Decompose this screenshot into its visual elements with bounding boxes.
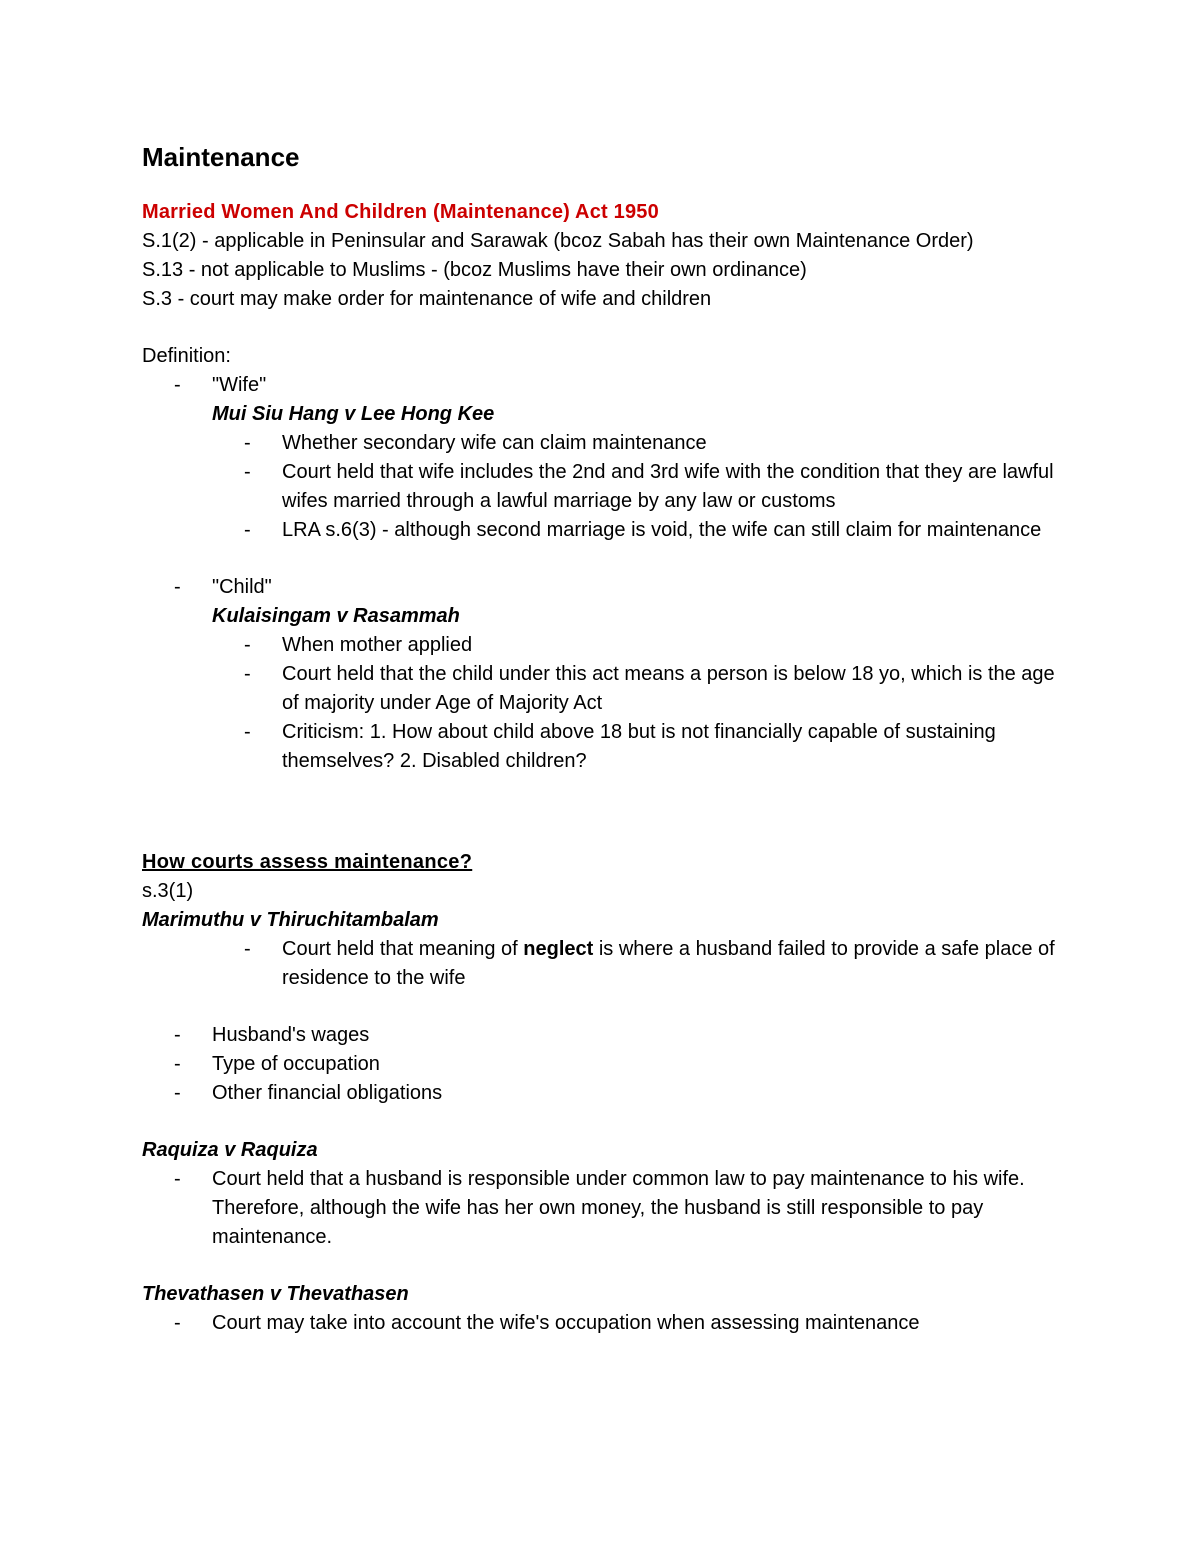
case-mui-siu-hang: Mui Siu Hang v Lee Hong Kee <box>212 403 495 425</box>
case-kulaisingam: Kulaisingam v Rasammah <box>212 605 460 627</box>
factor-item: - Husband's wages <box>174 1024 370 1046</box>
definition-term-wife: - "Wife" <box>142 371 1072 400</box>
definition-wife-list <box>142 371 1072 400</box>
child-point: - Criticism: 1. How about child above 18 but is not financially capable of sustaining themselves? 2. Disabled children? <box>244 721 996 772</box>
wife-point: - LRA s.6(3) - although second marriage is void, the wife can still claim for maintenance <box>244 519 1042 541</box>
thevathasen-point: - Court may take into account the wife's occupation when assessing maintenance <box>174 1312 920 1334</box>
act-line-s3: S.3 - court may make order for maintenance of wife and children <box>142 288 712 310</box>
act-line-s1: S.1(2) - applicable in Peninsular and Sarawak (bcoz Sabah has their own Maintenance Order) <box>142 230 974 252</box>
definition-label: Definition: <box>142 345 231 367</box>
wife-point: - Whether secondary wife can claim maintenance <box>244 432 707 454</box>
raquiza-points-list <box>142 1165 1072 1252</box>
document-page <box>142 138 1072 1338</box>
thevathasen-points-list <box>142 1309 1072 1338</box>
marimuthu-points-list <box>142 935 1072 993</box>
raquiza-point: - Court held that a husband is responsible under common law to pay maintenance to his wife. Therefore, although the wife has her own money, the husband is still responsible to pay maintenance. <box>174 1168 1025 1248</box>
child-point: - When mother applied <box>244 634 473 656</box>
assess-heading: How courts assess maintenance? <box>142 851 473 873</box>
assess-section: s.3(1) <box>142 880 194 902</box>
case-marimuthu: Marimuthu v Thiruchitambalam <box>142 909 439 931</box>
child-point: - Court held that the child under this act means a person is below 18 yo, which is the age of majority under Age of Majority Act <box>244 663 1055 714</box>
definition-child-list <box>142 573 1072 602</box>
wife-point: - Court held that wife includes the 2nd and 3rd wife with the condition that they are lawful wifes married through a lawful marriage by any law or customs <box>244 461 1054 512</box>
dash-marker: - <box>174 374 181 396</box>
child-points-list <box>142 631 1072 776</box>
factor-item: - Other financial obligations <box>174 1082 443 1104</box>
marimuthu-point: - Court held that meaning of neglect is where a husband failed to provide a safe place of residence to the wife <box>244 938 1055 989</box>
definition-term-child: - "Child" <box>174 576 272 598</box>
case-thevathasen: Thevathasen v Thevathasen <box>142 1283 409 1305</box>
act-heading: Married Women And Children (Maintenance) Act 1950 <box>142 201 659 223</box>
factor-item: - Type of occupation <box>174 1053 380 1075</box>
case-raquiza: Raquiza v Raquiza <box>142 1139 318 1161</box>
neglect-term: neglect <box>523 938 594 960</box>
wife-points-list <box>142 429 1072 545</box>
assessment-factors-list <box>142 1021 1072 1108</box>
act-line-s13: S.13 - not applicable to Muslims - (bcoz Muslims have their own ordinance) <box>142 259 807 281</box>
document-title: Maintenance <box>142 142 300 172</box>
